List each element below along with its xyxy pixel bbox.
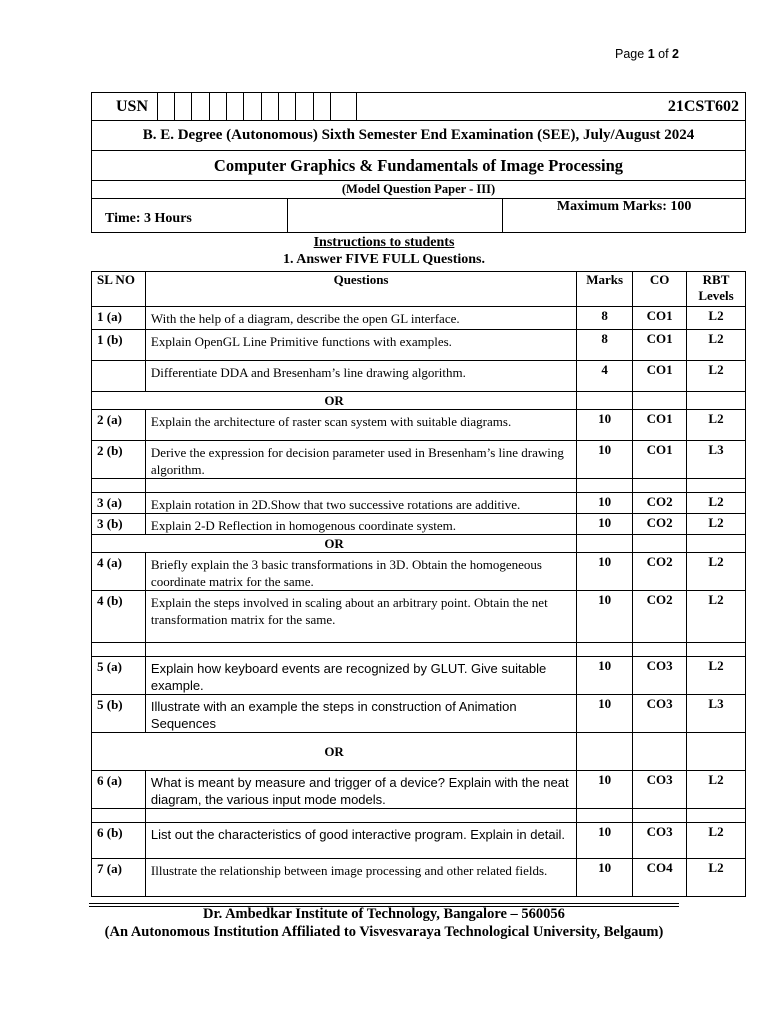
empty-cell bbox=[577, 809, 633, 823]
question-row bbox=[92, 553, 746, 591]
marks-value: 10 bbox=[577, 441, 633, 479]
co-value: CO3 bbox=[633, 657, 687, 695]
question-row bbox=[92, 657, 746, 695]
blank-cell bbox=[287, 199, 503, 233]
usn-box bbox=[279, 93, 296, 121]
usn-box bbox=[209, 93, 226, 121]
spacer-row bbox=[92, 809, 746, 823]
page-of: of bbox=[658, 47, 669, 61]
usn-box bbox=[227, 93, 244, 121]
usn-box bbox=[244, 93, 261, 121]
rbt-level: L3 bbox=[687, 695, 746, 733]
page-total: 2 bbox=[672, 47, 679, 61]
exam-duration: Time: 3 Hours bbox=[92, 199, 288, 233]
question-number bbox=[92, 361, 146, 392]
or-separator: OR bbox=[92, 535, 577, 553]
co-value: CO3 bbox=[633, 695, 687, 733]
rbt-level: L2 bbox=[687, 823, 746, 859]
page-label: Page bbox=[615, 47, 645, 61]
co-value: CO1 bbox=[633, 361, 687, 392]
rbt-level: L2 bbox=[687, 591, 746, 643]
marks-value: 10 bbox=[577, 859, 633, 897]
empty-cell bbox=[145, 479, 576, 493]
question-number: 4 (a) bbox=[92, 553, 146, 591]
question-number: 1 (b) bbox=[92, 330, 146, 361]
col-rbt-levels: RBT Levels bbox=[687, 272, 746, 307]
question-row bbox=[92, 410, 746, 441]
empty-cell bbox=[92, 643, 146, 657]
co-value: CO1 bbox=[633, 441, 687, 479]
marks-value: 10 bbox=[577, 657, 633, 695]
question-number: 3 (b) bbox=[92, 514, 146, 535]
co-value: CO2 bbox=[633, 553, 687, 591]
empty-cell bbox=[577, 643, 633, 657]
question-number: 6 (a) bbox=[92, 771, 146, 809]
col-co: CO bbox=[633, 272, 687, 307]
marks-value: 10 bbox=[577, 553, 633, 591]
co-value: CO3 bbox=[633, 823, 687, 859]
question-number: 2 (a) bbox=[92, 410, 146, 441]
question-row bbox=[92, 771, 746, 809]
maximum-marks: Maximum Marks: 100 bbox=[503, 199, 746, 233]
co-value: CO3 bbox=[633, 771, 687, 809]
empty-cell bbox=[92, 809, 146, 823]
co-value: CO2 bbox=[633, 493, 687, 514]
institute-name: Dr. Ambedkar Institute of Technology, Bangalore – 560056 bbox=[203, 906, 565, 922]
question-text: Explain 2-D Reflection in homogenous coordinate system. bbox=[145, 514, 576, 535]
footer bbox=[91, 906, 677, 941]
rbt-level: L2 bbox=[687, 657, 746, 695]
empty-cell bbox=[687, 809, 746, 823]
question-number: 1 (a) bbox=[92, 307, 146, 330]
co-value: CO1 bbox=[633, 330, 687, 361]
course-code: 21CST602 bbox=[357, 93, 746, 121]
empty-cell bbox=[577, 535, 633, 553]
question-number: 6 (b) bbox=[92, 823, 146, 859]
usn-box bbox=[261, 93, 278, 121]
col-sl-no: SL NO bbox=[92, 272, 146, 307]
rbt-level: L2 bbox=[687, 307, 746, 330]
marks-value: 10 bbox=[577, 410, 633, 441]
usn-box bbox=[296, 93, 313, 121]
empty-cell bbox=[145, 643, 576, 657]
empty-cell bbox=[633, 392, 687, 410]
question-text: Explain rotation in 2D.Show that two successive rotations are additive. bbox=[145, 493, 576, 514]
question-text: Explain OpenGL Line Primitive functions with examples. bbox=[145, 330, 576, 361]
col-questions: Questions bbox=[145, 272, 576, 307]
marks-value: 10 bbox=[577, 591, 633, 643]
question-number: 5 (a) bbox=[92, 657, 146, 695]
usn-box bbox=[313, 93, 330, 121]
subject-title: Computer Graphics & Fundamentals of Image Processing bbox=[92, 151, 746, 181]
question-row bbox=[92, 330, 746, 361]
rbt-level: L2 bbox=[687, 361, 746, 392]
empty-cell bbox=[633, 479, 687, 493]
marks-value: 10 bbox=[577, 493, 633, 514]
co-value: CO4 bbox=[633, 859, 687, 897]
footer-rule bbox=[89, 903, 679, 904]
empty-cell bbox=[687, 643, 746, 657]
or-row bbox=[92, 535, 746, 553]
empty-cell bbox=[633, 643, 687, 657]
question-text: Explain how keyboard events are recognized by GLUT. Give suitable example. bbox=[145, 657, 576, 695]
question-text: With the help of a diagram, describe the open GL interface. bbox=[145, 307, 576, 330]
empty-cell bbox=[577, 392, 633, 410]
model-paper-label: (Model Question Paper - III) bbox=[92, 181, 746, 199]
question-number: 3 (a) bbox=[92, 493, 146, 514]
marks-value: 8 bbox=[577, 330, 633, 361]
or-separator: OR bbox=[92, 733, 577, 771]
exam-header bbox=[91, 92, 746, 199]
co-value: CO1 bbox=[633, 410, 687, 441]
empty-cell bbox=[633, 809, 687, 823]
rbt-level: L2 bbox=[687, 410, 746, 441]
col-marks: Marks bbox=[577, 272, 633, 307]
marks-value: 8 bbox=[577, 307, 633, 330]
empty-cell bbox=[687, 479, 746, 493]
instruction-line: 1. Answer FIVE FULL Questions. bbox=[283, 252, 485, 267]
empty-cell bbox=[577, 733, 633, 771]
question-row bbox=[92, 695, 746, 733]
question-row bbox=[92, 493, 746, 514]
question-number: 4 (b) bbox=[92, 591, 146, 643]
question-row bbox=[92, 823, 746, 859]
instructions-title: Instructions to students bbox=[313, 235, 455, 250]
marks-value: 4 bbox=[577, 361, 633, 392]
question-text: Explain the architecture of raster scan system with suitable diagrams. bbox=[145, 410, 576, 441]
or-row bbox=[92, 733, 746, 771]
co-value: CO2 bbox=[633, 514, 687, 535]
empty-cell bbox=[687, 535, 746, 553]
rbt-level: L2 bbox=[687, 859, 746, 897]
or-row bbox=[92, 392, 746, 410]
question-text: What is meant by measure and trigger of a device? Explain with the neat diagram, the various input mode models. bbox=[145, 771, 576, 809]
question-text: Illustrate with an example the steps in construction of Animation Sequences bbox=[145, 695, 576, 733]
question-row bbox=[92, 859, 746, 897]
rbt-level: L2 bbox=[687, 330, 746, 361]
page-indicator bbox=[615, 47, 679, 61]
question-text: Differentiate DDA and Bresenham’s line drawing algorithm. bbox=[145, 361, 576, 392]
usn-box bbox=[157, 93, 174, 121]
rbt-level: L2 bbox=[687, 771, 746, 809]
question-row bbox=[92, 591, 746, 643]
co-value: CO1 bbox=[633, 307, 687, 330]
question-row bbox=[92, 361, 746, 392]
question-text: Briefly explain the 3 basic transformations in 3D. Obtain the homogeneous coordinate matrix for the same. bbox=[145, 553, 576, 591]
question-row bbox=[92, 441, 746, 479]
rbt-level: L3 bbox=[687, 441, 746, 479]
page-current: 1 bbox=[647, 47, 655, 61]
question-number: 7 (a) bbox=[92, 859, 146, 897]
marks-value: 10 bbox=[577, 771, 633, 809]
or-separator: OR bbox=[92, 392, 577, 410]
empty-cell bbox=[633, 535, 687, 553]
question-text: List out the characteristics of good interactive program. Explain in detail. bbox=[145, 823, 576, 859]
question-number: 2 (b) bbox=[92, 441, 146, 479]
institute-affiliation: (An Autonomous Institution Affiliated to Visvesvaraya Technological University, Belgaum) bbox=[104, 924, 664, 940]
rbt-level: L2 bbox=[687, 493, 746, 514]
marks-value: 10 bbox=[577, 695, 633, 733]
co-value: CO2 bbox=[633, 591, 687, 643]
usn-box bbox=[175, 93, 192, 121]
rbt-level: L2 bbox=[687, 553, 746, 591]
empty-cell bbox=[92, 479, 146, 493]
question-row bbox=[92, 307, 746, 330]
question-text: Derive the expression for decision parameter used in Bresenham’s line drawing algorithm. bbox=[145, 441, 576, 479]
empty-cell bbox=[633, 733, 687, 771]
usn-box bbox=[331, 93, 357, 121]
usn-label: USN bbox=[92, 93, 158, 121]
degree-line: B. E. Degree (Autonomous) Sixth Semester End Examination (SEE), July/August 2024 bbox=[92, 121, 746, 151]
question-text: Explain the steps involved in scaling about an arbitrary point. Obtain the net transformation matrix for the same. bbox=[145, 591, 576, 643]
empty-cell bbox=[687, 733, 746, 771]
rbt-level: L2 bbox=[687, 514, 746, 535]
marks-value: 10 bbox=[577, 823, 633, 859]
question-text: Illustrate the relationship between image processing and other related fields. bbox=[145, 859, 576, 897]
empty-cell bbox=[145, 809, 576, 823]
spacer-row bbox=[92, 643, 746, 657]
question-table bbox=[91, 271, 746, 897]
question-row bbox=[92, 514, 746, 535]
empty-cell bbox=[687, 392, 746, 410]
usn-box bbox=[192, 93, 209, 121]
time-marks-row bbox=[91, 198, 746, 233]
spacer-row bbox=[92, 479, 746, 493]
question-number: 5 (b) bbox=[92, 695, 146, 733]
instructions bbox=[91, 235, 677, 268]
empty-cell bbox=[577, 479, 633, 493]
marks-value: 10 bbox=[577, 514, 633, 535]
